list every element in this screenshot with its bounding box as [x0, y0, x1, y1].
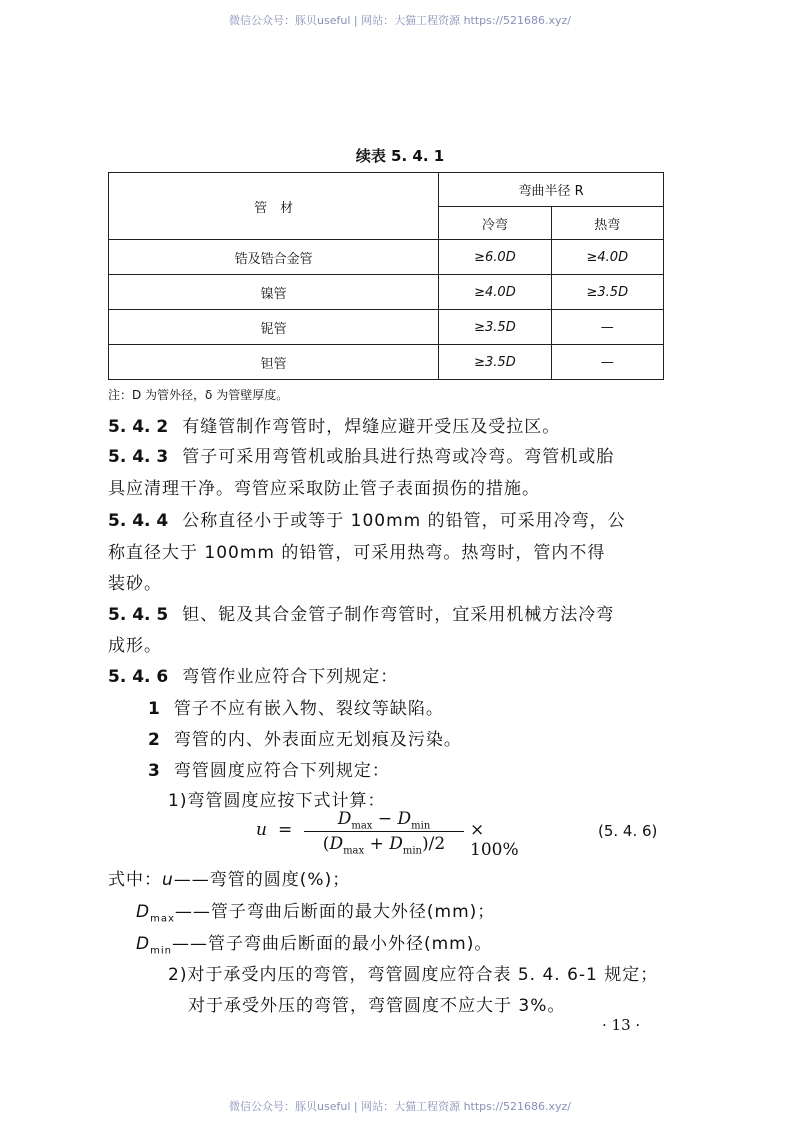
equation-number: (5. 4. 6) — [598, 822, 658, 840]
item-3 — [148, 756, 390, 781]
fraction-bar — [304, 831, 464, 832]
clause-5-4-4-cont2: 装砂。 — [108, 574, 162, 594]
item-number: 2 — [148, 730, 160, 750]
header-radius: 弯曲半径 R — [439, 173, 664, 207]
where-dmax: $D_{max}——$管子弯曲后断面的最大外径(mm)； — [136, 902, 496, 925]
watermark-top: 微信公众号：豚贝useful | 网站：大猫工程资源 https://521686.xyz/ — [229, 14, 571, 27]
cell-material: 锆及锆合金管 — [109, 240, 439, 275]
cell-hot: — — [551, 345, 663, 380]
cell-material: 铌管 — [109, 310, 439, 345]
where-dmin: $D_{min}——$管子弯曲后断面的最小外径(mm)。 — [136, 934, 493, 957]
clause-5-4-2 — [108, 412, 560, 437]
clause-text: 公称直径小于或等于 100mm 的铅管，可采用冷弯，公 — [182, 511, 626, 531]
clause-number: 5. 4. 2 — [108, 417, 169, 437]
clause-5-4-4 — [108, 506, 626, 531]
cell-cold: ≥3.5D — [439, 345, 551, 380]
clause-number: 5. 4. 5 — [108, 605, 169, 625]
sub-item-1: 1)弯管圆度应按下式计算： — [168, 791, 386, 811]
table-note: 注：D 为管外径，δ 为管壁厚度。 — [108, 388, 289, 402]
clause-5-4-3 — [108, 442, 614, 467]
item-text: 弯管圆度应符合下列规定： — [173, 761, 390, 781]
cell-cold: ≥4.0D — [439, 275, 551, 310]
table-row — [109, 310, 664, 345]
watermark-bottom: 微信公众号：豚贝useful | 网站：大猫工程资源 https://521686.xyz/ — [229, 1100, 571, 1113]
formula-fraction — [304, 808, 464, 855]
table-row — [109, 345, 664, 380]
header-cold: 冷弯 — [439, 207, 551, 240]
cell-material: 钽管 — [109, 345, 439, 380]
sub-item-2-cont: 对于承受外压的弯管，弯管圆度不应大于 3%。 — [188, 996, 566, 1016]
page-number: · 13 · — [602, 1016, 641, 1034]
header-material: 管 材 — [109, 173, 439, 240]
item-2 — [148, 725, 462, 750]
item-1 — [148, 694, 444, 719]
item-number: 1 — [148, 699, 160, 719]
formula-times: × 100% — [470, 820, 519, 860]
clause-5-4-3-cont: 具应清理干净。弯管应采取防止管子表面损伤的措施。 — [108, 479, 540, 499]
table-header-row — [109, 173, 664, 207]
formula-lhs: u — [256, 820, 267, 840]
table-row — [109, 240, 664, 275]
item-text: 管子不应有嵌入物、裂纹等缺陷。 — [173, 699, 444, 719]
clause-5-4-4-cont: 称直径大于 100mm 的铅管，可采用热弯。热弯时，管内不得 — [108, 543, 606, 563]
clause-number: 5. 4. 3 — [108, 447, 169, 467]
clause-number: 5. 4. 4 — [108, 511, 169, 531]
clause-text: 管子可采用弯管机或胎具进行热弯或冷弯。弯管机或胎 — [182, 447, 615, 467]
cell-hot: — — [551, 310, 663, 345]
formula-numerator: $D_{max} - D_{min}$ — [337, 809, 431, 832]
cell-cold: ≥3.5D — [439, 310, 551, 345]
bend-radius-table — [108, 172, 664, 380]
where-u: 式中：u——弯管的圆度(%)； — [108, 870, 351, 890]
item-text: 弯管的内、外表面应无划痕及污染。 — [173, 730, 462, 750]
clause-text: 钽、铌及其合金管子制作弯管时，宜采用机械方法冷弯 — [182, 605, 615, 625]
table-caption: 续表 5. 4. 1 — [355, 147, 445, 165]
clause-5-4-6 — [108, 662, 398, 687]
cell-cold: ≥6.0D — [439, 240, 551, 275]
formula-denominator: $(D_{max} + D_{min})/2$ — [322, 834, 446, 857]
item-number: 3 — [148, 761, 160, 781]
clause-text: 有缝管制作弯管时，焊缝应避开受压及受拉区。 — [182, 417, 561, 437]
clause-number: 5. 4. 6 — [108, 667, 169, 687]
clause-5-4-5-cont: 成形。 — [108, 636, 162, 656]
table-row — [109, 275, 664, 310]
formula-equals: = — [278, 820, 293, 840]
clause-text: 弯管作业应符合下列规定： — [182, 667, 399, 687]
clause-5-4-5 — [108, 600, 614, 625]
cell-hot: ≥4.0D — [551, 240, 663, 275]
cell-hot: ≥3.5D — [551, 275, 663, 310]
header-hot: 热弯 — [551, 207, 663, 240]
cell-material: 镍管 — [109, 275, 439, 310]
sub-item-2: 2)对于承受内压的弯管，弯管圆度应符合表 5. 4. 6-1 规定； — [168, 965, 659, 985]
